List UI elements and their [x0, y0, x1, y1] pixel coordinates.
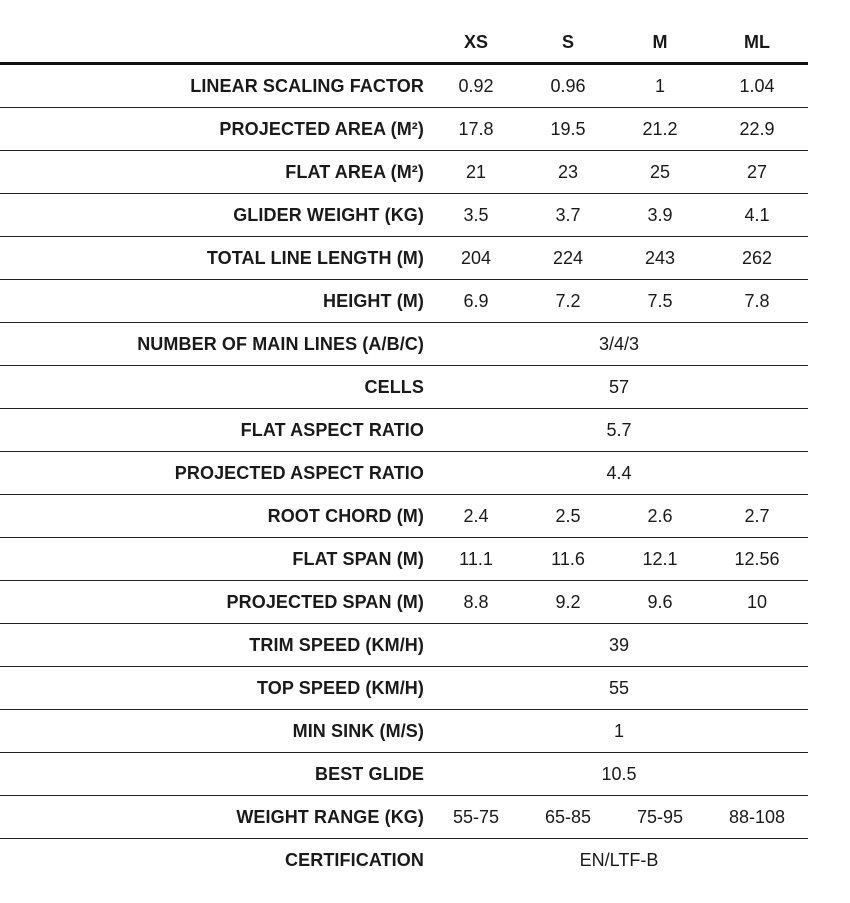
spec-value: 262	[741, 247, 773, 268]
spec-values	[430, 291, 808, 312]
spec-value-all-sizes: 4.4	[606, 462, 632, 483]
spec-label: CERTIFICATION	[285, 850, 424, 870]
spec-row	[0, 581, 808, 624]
spec-values	[430, 850, 808, 871]
spec-value: 4.1	[744, 204, 770, 225]
spec-row	[0, 194, 808, 237]
spec-values	[430, 463, 808, 484]
spec-values	[430, 549, 808, 570]
spec-value: 65-85	[544, 806, 592, 827]
spec-value: 55-75	[452, 806, 500, 827]
spec-row	[0, 108, 808, 151]
spec-value: 3.7	[555, 204, 581, 225]
spec-value: 75-95	[636, 806, 684, 827]
spec-value: 12.1	[642, 548, 678, 569]
spec-value: 12.56	[734, 548, 780, 569]
spec-value-all-sizes: 39	[608, 634, 630, 655]
spec-row	[0, 624, 808, 667]
spec-values	[430, 119, 808, 140]
spec-value: 21.2	[642, 118, 678, 139]
spec-label: FLAT AREA (M²)	[285, 161, 424, 182]
spec-value: 7.5	[647, 290, 673, 311]
spec-label: HEIGHT (M)	[323, 290, 424, 311]
spec-label: ROOT CHORD (M)	[267, 505, 424, 526]
spec-label: TOTAL LINE LENGTH (M)	[206, 247, 424, 268]
spec-value: 3.5	[463, 204, 489, 225]
spec-values	[430, 506, 808, 527]
spec-value: 27	[746, 161, 768, 182]
size-header-xs: XS	[463, 31, 488, 52]
spec-row	[0, 65, 808, 108]
spec-label: GLIDER WEIGHT (KG)	[233, 204, 424, 225]
spec-label: CELLS	[364, 376, 424, 397]
spec-value-all-sizes: 3/4/3	[598, 333, 640, 354]
spec-row	[0, 452, 808, 495]
spec-value: 3.9	[647, 204, 673, 225]
size-header-ml: ML	[744, 31, 770, 52]
spec-values	[430, 635, 808, 656]
spec-value: 1.04	[739, 75, 775, 96]
spec-label: BEST GLIDE	[314, 763, 424, 784]
size-header-m: M	[652, 31, 668, 52]
spec-row	[0, 409, 808, 452]
spec-values	[430, 205, 808, 226]
spec-label: PROJECTED SPAN (M)	[226, 591, 424, 612]
spec-value-all-sizes: 10.5	[601, 763, 637, 784]
spec-values	[430, 764, 808, 785]
spec-value: 88-108	[728, 806, 786, 827]
spec-value: 224	[552, 247, 584, 268]
spec-value: 11.6	[551, 548, 585, 569]
spec-values	[430, 334, 808, 355]
spec-row	[0, 710, 808, 753]
spec-row	[0, 495, 808, 538]
spec-label: TOP SPEED (KM/H)	[257, 677, 424, 698]
spec-row	[0, 667, 808, 710]
spec-values	[430, 76, 808, 97]
spec-value: 17.8	[458, 118, 494, 139]
spec-row	[0, 151, 808, 194]
spec-row	[0, 796, 808, 839]
spec-value-all-sizes: 1	[613, 720, 624, 741]
spec-value: 204	[460, 247, 492, 268]
spec-value: 0.96	[550, 75, 586, 96]
spec-value: 2.4	[463, 505, 489, 526]
spec-value-all-sizes: 57	[608, 376, 630, 397]
spec-values	[430, 678, 808, 699]
spec-label: PROJECTED AREA (M²)	[219, 118, 424, 139]
spec-label: NUMBER OF MAIN LINES (A/B/C)	[137, 333, 424, 354]
spec-value-all-sizes: EN/LTF-B	[579, 850, 659, 870]
spec-label: FLAT SPAN (M)	[292, 548, 424, 569]
spec-value: 243	[644, 247, 676, 268]
spec-values	[430, 807, 808, 828]
spec-value: 9.2	[555, 591, 581, 612]
spec-value: 7.8	[744, 290, 770, 311]
spec-value: 2.6	[647, 505, 673, 526]
spec-value-all-sizes: 5.7	[606, 419, 632, 440]
spec-label: PROJECTED ASPECT RATIO	[174, 462, 424, 483]
size-header-s: S	[561, 31, 574, 52]
spec-values	[430, 377, 808, 398]
spec-values	[430, 592, 808, 613]
spec-value: 6.9	[463, 290, 489, 311]
spec-label: LINEAR SCALING FACTOR	[190, 75, 424, 96]
spec-value: 2.5	[555, 505, 581, 526]
spec-value: 0.92	[458, 75, 494, 96]
spec-label: WEIGHT RANGE (KG)	[236, 806, 424, 827]
spec-value-all-sizes: 55	[608, 677, 630, 698]
spec-row	[0, 366, 808, 409]
spec-label: FLAT ASPECT RATIO	[240, 419, 424, 440]
spec-value: 23	[557, 161, 579, 182]
spec-value: 8.8	[463, 591, 489, 612]
spec-value: 10	[746, 591, 768, 612]
spec-rows	[0, 65, 808, 882]
spec-value: 21	[465, 161, 487, 182]
spec-row	[0, 753, 808, 796]
spec-row	[0, 323, 808, 366]
spec-value: 22.9	[739, 118, 775, 139]
spec-row	[0, 839, 808, 882]
spec-row	[0, 538, 808, 581]
spec-value: 9.6	[647, 591, 673, 612]
spec-value: 11.1	[459, 548, 493, 569]
spec-label: TRIM SPEED (KM/H)	[249, 634, 424, 655]
spec-label: MIN SINK (M/S)	[292, 720, 424, 741]
spec-value: 19.5	[550, 118, 586, 139]
spec-row	[0, 280, 808, 323]
spec-value: 1	[654, 75, 665, 96]
spec-value: 7.2	[555, 290, 581, 311]
spec-values	[430, 721, 808, 742]
specs-table	[0, 22, 808, 882]
spec-value: 25	[649, 161, 671, 182]
spec-values	[430, 162, 808, 183]
spec-row	[0, 237, 808, 280]
spec-values	[430, 248, 808, 269]
spec-value: 2.7	[744, 505, 770, 526]
size-header-row	[0, 22, 808, 65]
spec-values	[430, 420, 808, 441]
